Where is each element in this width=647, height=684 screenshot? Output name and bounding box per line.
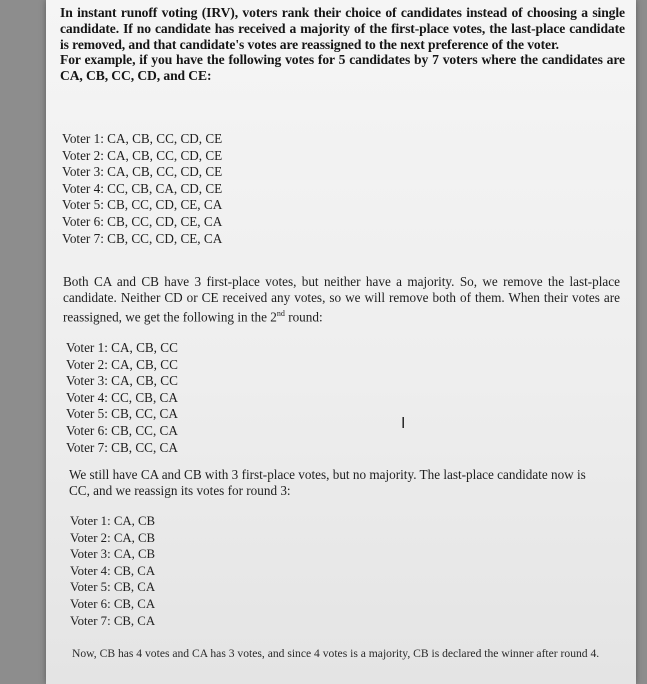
vote-line: Voter 4: CC, CB, CA <box>66 389 178 405</box>
ordinal-suffix: nd <box>276 309 285 319</box>
vote-line: Voter 2: CA, CB, CC, CD, CE <box>62 147 223 163</box>
vote-line: Voter 7: CB, CC, CD, CE, CA <box>62 230 223 246</box>
vote-line: Voter 3: CA, CB <box>70 547 156 562</box>
round2-explanation: We still have CA and CB with 3 first-place votes, but no majority. The last-place candidate now is CC, and we reassign its votes for round 3: <box>69 467 586 499</box>
vote-line: Voter 4: CB, CA <box>70 563 156 578</box>
round2-vote-list <box>66 340 178 456</box>
vote-line: Voter 4: CC, CB, CA, CD, CE <box>62 180 223 196</box>
round3-vote-list <box>70 513 155 629</box>
vote-line: Voter 7: CB, CA <box>70 613 156 628</box>
vote-line: Voter 5: CB, CC, CA <box>66 406 178 422</box>
vote-line: Voter 3: CA, CB, CC <box>66 373 178 389</box>
round1-explanation-end: round: <box>284 309 323 325</box>
vote-line: Voter 5: CB, CC, CD, CE, CA <box>62 197 223 213</box>
vote-line: Voter 1: CA, CB, CC, CD, CE <box>62 131 223 146</box>
vote-line: Voter 2: CA, CB, CC <box>66 356 178 372</box>
round1-explanation-text: Both CA and CB have 3 first-place votes, but neither have a majority. So, we remove the last-place candidate. Neither CD or CE received any votes, so we will remove both of them. When their votes are reassigned, we get the following in the 2 <box>63 274 620 325</box>
example-paragraph: For example, if you have the following votes for 5 candidates by 7 voters where the candidates are CA, CB, CC, CD, and CE: <box>60 52 625 84</box>
vote-line: Voter 1: CA, CB, CC <box>66 340 178 355</box>
round1-vote-list <box>62 131 222 247</box>
vote-line: Voter 6: CB, CC, CD, CE, CA <box>62 213 223 229</box>
vote-line: Voter 3: CA, CB, CC, CD, CE <box>62 164 223 180</box>
intro-paragraph: In instant runoff voting (IRV), voters rank their choice of candidates instead of choosing a single candidate. If no candidate has received a majority of the first-place votes, the last-place candidate is removed, and that candidate's votes are reassigned to the next preference of the voter. <box>60 5 625 52</box>
vote-line: Voter 7: CB, CC, CA <box>66 439 178 455</box>
document-page <box>46 0 636 684</box>
vote-line: Voter 2: CA, CB <box>70 530 156 545</box>
conclusion-paragraph: Now, CB has 4 votes and CA has 3 votes, and since 4 votes is a majority, CB is declared the winner after round 4. <box>72 647 600 660</box>
text-cursor-icon: I <box>401 414 406 432</box>
round1-explanation <box>63 274 620 326</box>
vote-line: Voter 6: CB, CC, CA <box>66 422 178 438</box>
vote-line: Voter 1: CA, CB <box>70 514 156 528</box>
intro-section <box>60 5 625 84</box>
vote-line: Voter 6: CB, CA <box>70 596 156 611</box>
vote-line: Voter 5: CB, CA <box>70 580 156 595</box>
